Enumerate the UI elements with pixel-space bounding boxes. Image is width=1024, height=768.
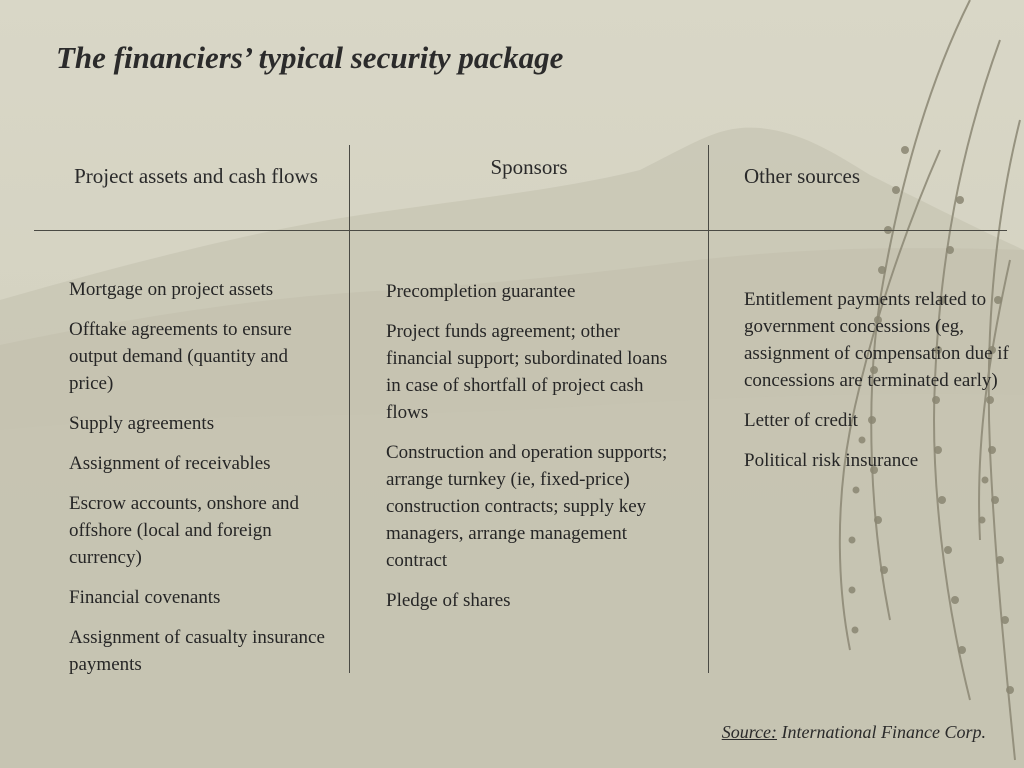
list-item: Financial covenants <box>69 587 221 608</box>
header-divider <box>34 230 1007 231</box>
source-text: International Finance Corp. <box>781 722 986 742</box>
list-item: Escrow accounts, onshore and offshore (local and foreign currency) <box>69 493 300 568</box>
column-divider-2 <box>708 145 709 673</box>
column-divider-1 <box>349 145 350 673</box>
column-header-other-sources: Other sources <box>744 164 861 188</box>
list-item: Offtake agreements to ensure output demand (quantity and price) <box>69 319 292 394</box>
list-item: Entitlement payments related to government concessions (eg, assignment of compensation due if concessions are terminated early) <box>744 289 1009 391</box>
sponsors-list <box>386 278 686 627</box>
slide-title: The financiers’ typical security package <box>56 40 564 75</box>
source-label: Source: <box>721 722 778 742</box>
list-item: Mortgage on project assets <box>69 279 274 300</box>
project-assets-list <box>69 276 331 691</box>
list-item: Construction and operation supports; arrange turnkey (ie, fixed-price) construction contracts; supply key managers, arrange management contract <box>386 442 668 571</box>
list-item: Political risk insurance <box>744 450 919 471</box>
column-header-project-assets: Project assets and cash flows <box>74 164 318 188</box>
source-citation <box>722 722 986 743</box>
list-item: Pledge of shares <box>386 590 511 611</box>
column-header-sponsors: Sponsors <box>490 155 568 179</box>
list-item: Assignment of receivables <box>69 453 271 474</box>
other-sources-list <box>744 286 1016 487</box>
list-item: Project funds agreement; other financial support; subordinated loans in case of shortfall of project cash flows <box>386 321 668 423</box>
list-item: Precompletion guarantee <box>386 281 576 302</box>
list-item: Letter of credit <box>744 410 858 431</box>
list-item: Assignment of casualty insurance payments <box>69 627 325 675</box>
list-item: Supply agreements <box>69 413 215 434</box>
